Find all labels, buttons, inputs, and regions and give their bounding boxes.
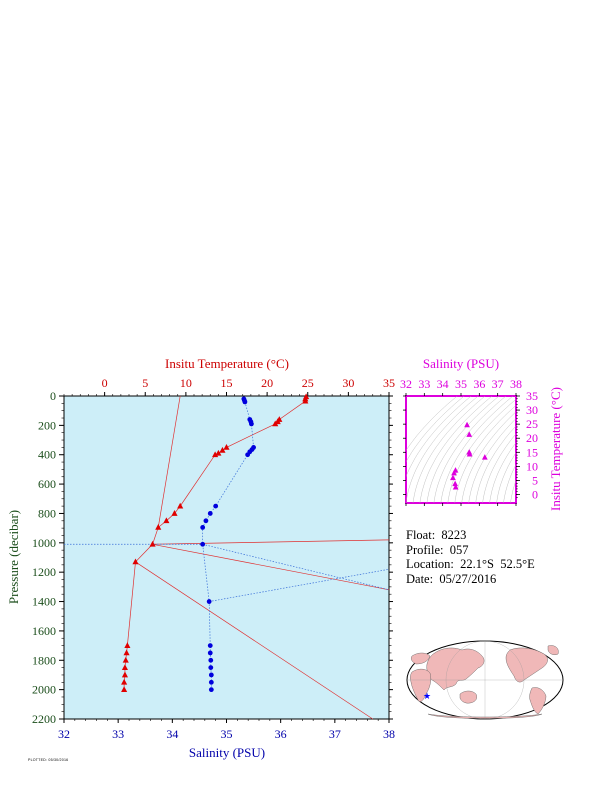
salinity-axis-label: Salinity (PSU)	[188, 745, 266, 760]
salinity-tick-label: 33	[112, 727, 125, 741]
salinity-point	[208, 643, 213, 648]
salinity-tick-label: 37	[328, 727, 341, 741]
salinity-point	[208, 651, 213, 656]
ts-salinity-tick-label: 34	[436, 377, 449, 391]
ts-plot-area	[406, 396, 516, 503]
pressure-tick-label: 800	[38, 506, 56, 521]
salinity-point	[208, 665, 213, 670]
profile-plot	[6, 356, 395, 760]
ts-salinity-tick-label: 33	[418, 377, 431, 391]
ts-salinity-tick-label: 38	[510, 377, 522, 391]
pressure-axis-label: Pressure (decibar)	[6, 509, 21, 605]
ts-temperature-tick-label: 20	[526, 431, 538, 446]
temperature-tick-label: 0	[101, 376, 108, 390]
profile-number: Profile: 057	[406, 542, 469, 557]
salinity-point	[243, 399, 248, 404]
temperature-axis-label: Insitu Temperature (°C)	[165, 356, 289, 371]
salinity-tick-label: 36	[274, 727, 287, 741]
ts-temperature-tick-label: 30	[526, 403, 538, 418]
pressure-tick-label: 1000	[32, 535, 56, 550]
salinity-tick-label: 32	[58, 727, 70, 741]
pressure-tick-label: 1400	[32, 594, 56, 609]
density-contour	[511, 396, 583, 503]
ts-diagram	[385, 356, 596, 511]
ts-temperature-tick-label: 10	[526, 459, 538, 474]
greenland-landmass	[548, 645, 558, 654]
temperature-tick-label: 30	[342, 376, 355, 390]
pressure-tick-label: 2000	[32, 682, 56, 697]
salinity-point	[249, 421, 254, 426]
temperature-tick-label: 25	[301, 376, 314, 390]
pressure-tick-label: 0	[50, 389, 56, 403]
ts-temperature-tick-label: 15	[526, 445, 538, 460]
temperature-tick-label: 15	[220, 376, 233, 390]
ts-temperature-label: Insitu Temperature (°C)	[548, 387, 563, 511]
location: Location: 22.1°S 52.5°E	[406, 557, 535, 571]
salinity-tick-label: 34	[166, 727, 179, 741]
ts-salinity-tick-label: 37	[491, 377, 504, 391]
ts-salinity-tick-label: 35	[455, 377, 467, 391]
pressure-tick-label: 1800	[32, 653, 56, 668]
australia-landmass	[460, 691, 477, 703]
temperature-tick-label: 35	[383, 376, 395, 390]
salinity-point	[209, 680, 214, 685]
ts-temperature-tick-label: 0	[532, 487, 538, 502]
pressure-tick-label: 1200	[32, 565, 56, 580]
pressure-tick-label: 200	[38, 418, 56, 433]
salinity-point	[204, 518, 209, 523]
pressure-tick-label: 600	[38, 477, 56, 492]
pressure-tick-label: 1600	[32, 623, 56, 638]
ts-temperature-tick-label: 5	[532, 473, 538, 488]
float-info	[406, 528, 535, 586]
salinity-tick-label: 35	[220, 727, 233, 741]
ts-salinity-label: Salinity (PSU)	[422, 356, 500, 371]
pressure-tick-label: 400	[38, 447, 56, 462]
plotted-footer: PLOTTED: 05/30/2016	[28, 758, 69, 762]
float-number: Float: 8223	[406, 528, 467, 542]
ts-salinity-tick-label: 36	[473, 377, 486, 391]
salinity-point	[208, 511, 213, 516]
ts-salinity-tick-label: 32	[400, 377, 412, 391]
salinity-point	[200, 525, 205, 530]
salinity-point	[245, 452, 250, 457]
salinity-point	[213, 504, 218, 509]
ts-temperature-tick-label: 25	[526, 417, 538, 432]
salinity-point	[200, 542, 205, 547]
salinity-point	[209, 673, 214, 678]
salinity-point	[208, 658, 213, 663]
date: Date: 05/27/2016	[406, 571, 497, 586]
temperature-tick-label: 20	[261, 376, 274, 390]
temperature-tick-label: 10	[179, 376, 192, 390]
salinity-tick-label: 38	[383, 727, 395, 741]
world-map	[407, 641, 563, 719]
salinity-point	[209, 687, 214, 692]
ts-temperature-tick-label: 35	[526, 389, 538, 403]
salinity-point	[207, 599, 212, 604]
float-location-star: ★	[422, 691, 432, 701]
temperature-tick-label: 5	[142, 376, 149, 390]
pressure-tick-label: 2200	[32, 712, 56, 726]
